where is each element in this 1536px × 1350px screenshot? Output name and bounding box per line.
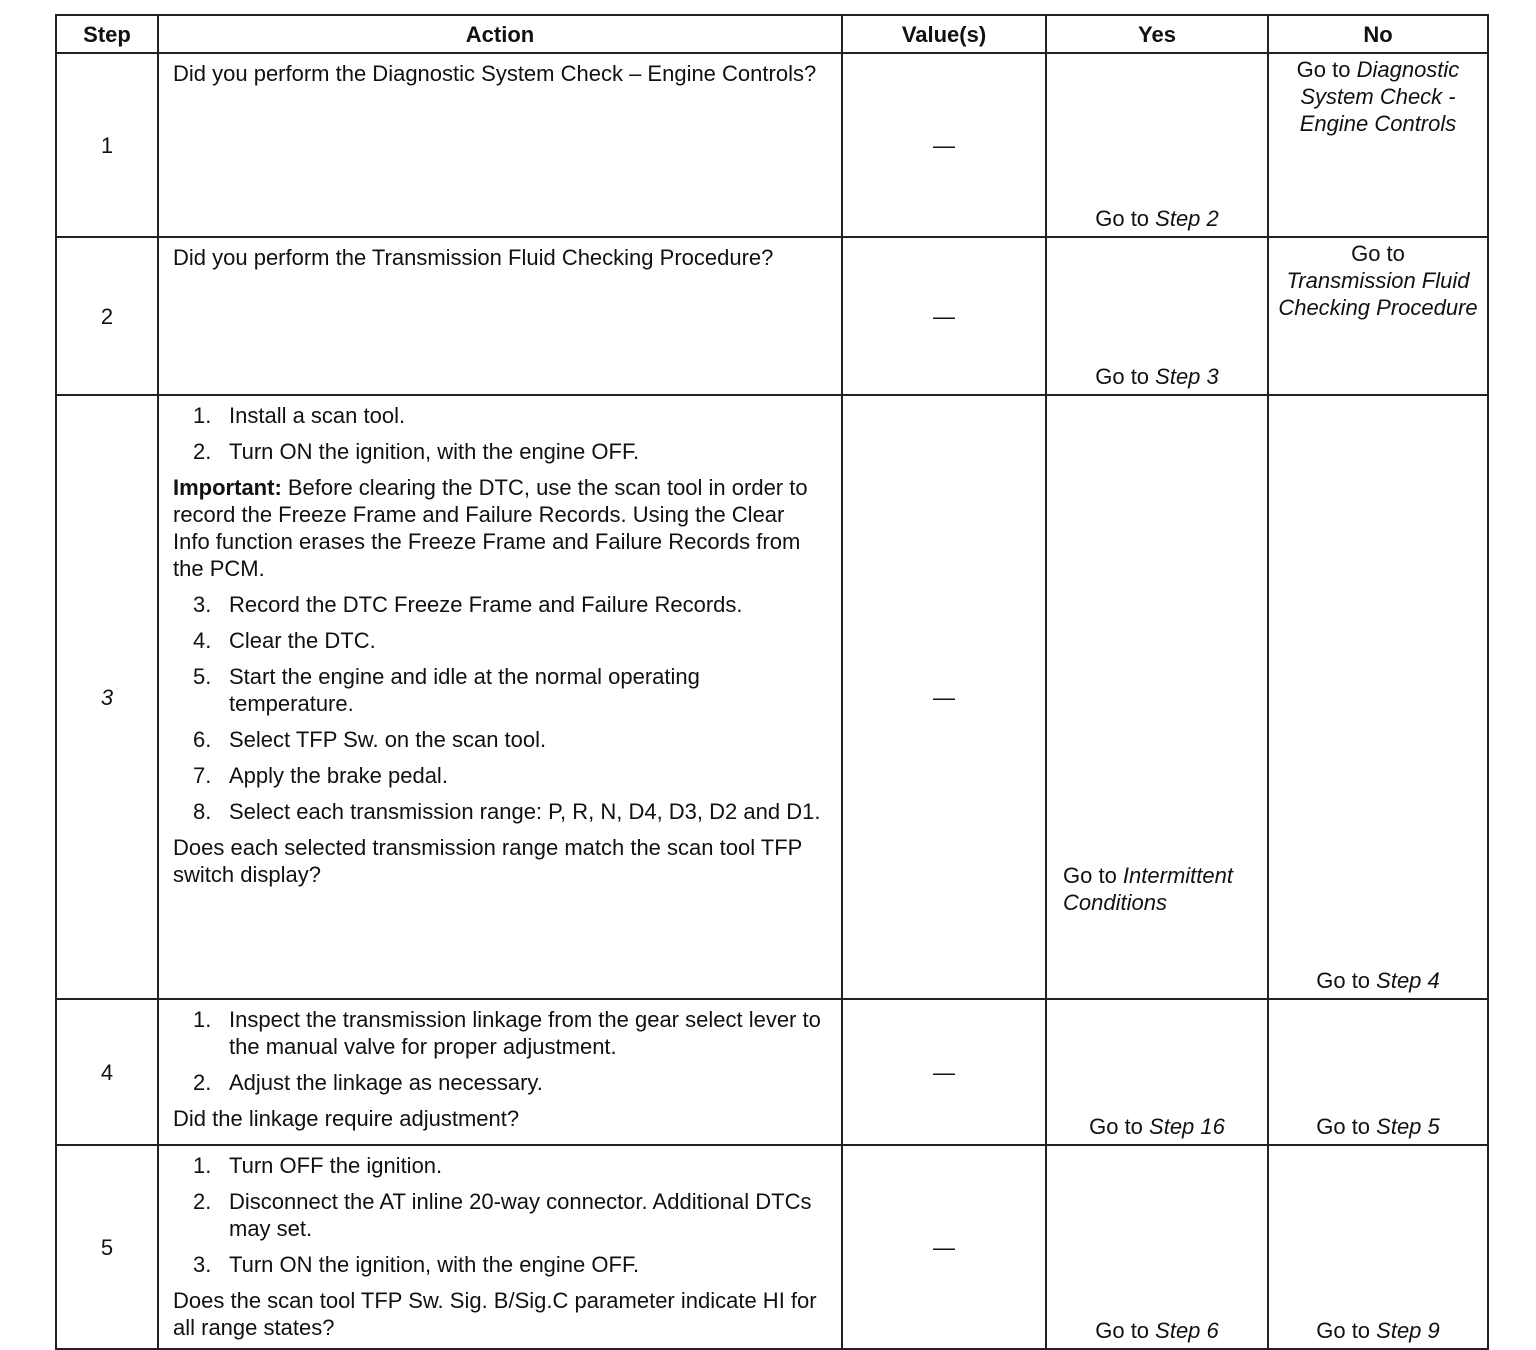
header-step: Step <box>56 15 158 53</box>
yes-prefix: Go to <box>1063 863 1123 888</box>
procedure-list <box>173 591 827 825</box>
yes-prefix: Go to <box>1089 1114 1150 1139</box>
value-cell <box>842 1145 1046 1349</box>
yes-cell[interactable] <box>1046 395 1268 999</box>
value-cell <box>842 237 1046 395</box>
step-number: 1 <box>56 53 158 237</box>
important-text: Before clearing the DTC, use the scan tool in order to record the Freeze Frame and Failure Records. Using the Clear Info function erases the Freeze Frame and Failure Records from the PCM. <box>173 475 808 581</box>
list-item <box>173 1188 827 1242</box>
action-cell <box>158 53 842 237</box>
action-cell <box>158 999 842 1145</box>
step-number: 4 <box>56 999 158 1145</box>
list-item <box>173 1069 827 1096</box>
value-dash: — <box>933 132 955 158</box>
yes-link[interactable]: Step 3 <box>1155 364 1219 389</box>
header-no: No <box>1268 15 1488 53</box>
no-cell[interactable] <box>1268 1145 1488 1349</box>
no-link[interactable]: Step 4 <box>1376 968 1440 993</box>
value-dash: — <box>933 684 955 710</box>
table-row <box>56 999 1488 1145</box>
item-number: 2. <box>193 439 212 464</box>
action-question: Did you perform the Diagnostic System Check – Engine Controls? <box>173 61 817 86</box>
item-text: Select each transmission range: P, R, N, D4, D3, D2 and D1. <box>229 799 821 824</box>
action-question: Does each selected transmission range match the scan tool TFP switch display? <box>173 835 802 887</box>
list-item <box>173 1251 827 1278</box>
item-text: Adjust the linkage as necessary. <box>229 1070 543 1095</box>
procedure-list <box>173 402 827 465</box>
no-prefix: Go to <box>1316 1114 1377 1139</box>
header-values: Value(s) <box>842 15 1046 53</box>
no-cell[interactable] <box>1268 395 1488 999</box>
value-cell <box>842 53 1046 237</box>
list-item <box>173 762 827 789</box>
action-question: Did you perform the Transmission Fluid Checking Procedure? <box>173 245 774 270</box>
action-cell <box>158 1145 842 1349</box>
header-yes: Yes <box>1046 15 1268 53</box>
no-link[interactable]: Step 9 <box>1376 1318 1440 1343</box>
yes-prefix: Go to <box>1095 1318 1156 1343</box>
yes-prefix: Go to <box>1095 364 1156 389</box>
list-item <box>173 591 827 618</box>
table-row <box>56 237 1488 395</box>
item-number: 7. <box>193 763 212 788</box>
table-row <box>56 395 1488 999</box>
action-cell <box>158 395 842 999</box>
yes-link[interactable]: Step 2 <box>1155 206 1219 231</box>
list-item <box>173 1006 827 1060</box>
procedure-list <box>173 1152 827 1278</box>
item-text: Turn ON the ignition, with the engine OFF. <box>229 1252 640 1277</box>
yes-cell[interactable] <box>1046 237 1268 395</box>
header-row <box>56 15 1488 53</box>
item-text: Install a scan tool. <box>229 403 406 428</box>
step-number: 3 <box>56 395 158 999</box>
no-prefix: Go to <box>1316 1318 1377 1343</box>
item-text: Disconnect the AT inline 20-way connector. Additional DTCs may set. <box>229 1189 812 1241</box>
table-row <box>56 53 1488 237</box>
no-link[interactable]: Step 5 <box>1376 1114 1440 1139</box>
no-cell[interactable] <box>1268 53 1488 237</box>
step-number: 5 <box>56 1145 158 1349</box>
yes-cell[interactable] <box>1046 1145 1268 1349</box>
yes-cell[interactable] <box>1046 999 1268 1145</box>
list-item <box>173 438 827 465</box>
action-cell <box>158 237 842 395</box>
yes-prefix: Go to <box>1095 206 1156 231</box>
item-text: Apply the brake pedal. <box>229 763 448 788</box>
no-prefix: Go to <box>1316 968 1377 993</box>
item-number: 1. <box>193 1153 212 1178</box>
item-number: 2. <box>193 1189 212 1214</box>
value-cell <box>842 395 1046 999</box>
item-number: 6. <box>193 727 212 752</box>
value-cell <box>842 999 1046 1145</box>
item-number: 1. <box>193 403 212 428</box>
item-number: 8. <box>193 799 212 824</box>
list-item <box>173 627 827 654</box>
yes-cell[interactable] <box>1046 53 1268 237</box>
list-item <box>173 402 827 429</box>
no-link[interactable]: Diagnostic System Check - Engine Controls <box>1299 57 1460 136</box>
no-prefix: Go to <box>1296 57 1357 82</box>
action-question: Did the linkage require adjustment? <box>173 1106 520 1131</box>
yes-link[interactable]: Intermittent Conditions <box>1063 863 1233 915</box>
value-dash: — <box>933 1234 955 1260</box>
list-item <box>173 1152 827 1179</box>
item-number: 4. <box>193 628 212 653</box>
header-action: Action <box>158 15 842 53</box>
item-text: Clear the DTC. <box>229 628 376 653</box>
no-cell[interactable] <box>1268 999 1488 1145</box>
value-dash: — <box>933 303 955 329</box>
item-text: Record the DTC Freeze Frame and Failure Records. <box>229 592 743 617</box>
no-cell[interactable] <box>1268 237 1488 395</box>
item-text: Select TFP Sw. on the scan tool. <box>229 727 547 752</box>
value-dash: — <box>933 1059 955 1085</box>
important-note <box>173 474 827 582</box>
item-number: 5. <box>193 664 212 689</box>
step-number: 2 <box>56 237 158 395</box>
action-question: Does the scan tool TFP Sw. Sig. B/Sig.C parameter indicate HI for all range states? <box>173 1288 817 1340</box>
item-text: Turn OFF the ignition. <box>229 1153 443 1178</box>
list-item <box>173 726 827 753</box>
item-text: Inspect the transmission linkage from the gear select lever to the manual valve for proper adjustment. <box>229 1007 821 1059</box>
item-number: 3. <box>193 1252 212 1277</box>
item-number: 3. <box>193 592 212 617</box>
no-prefix: Go to <box>1351 241 1405 266</box>
table-row <box>56 1145 1488 1349</box>
list-item <box>173 798 827 825</box>
yes-link[interactable]: Step 6 <box>1155 1318 1219 1343</box>
no-link[interactable]: Transmission Fluid Checking Procedure <box>1278 268 1478 320</box>
important-label: Important: <box>173 475 282 500</box>
list-item <box>173 663 827 717</box>
diagnostic-table <box>55 14 1489 1350</box>
yes-link[interactable]: Step 16 <box>1149 1114 1225 1139</box>
item-number: 2. <box>193 1070 212 1095</box>
item-text: Turn ON the ignition, with the engine OFF. <box>229 439 640 464</box>
procedure-list <box>173 1006 827 1096</box>
item-text: Start the engine and idle at the normal operating temperature. <box>229 664 700 716</box>
item-number: 1. <box>193 1007 212 1032</box>
